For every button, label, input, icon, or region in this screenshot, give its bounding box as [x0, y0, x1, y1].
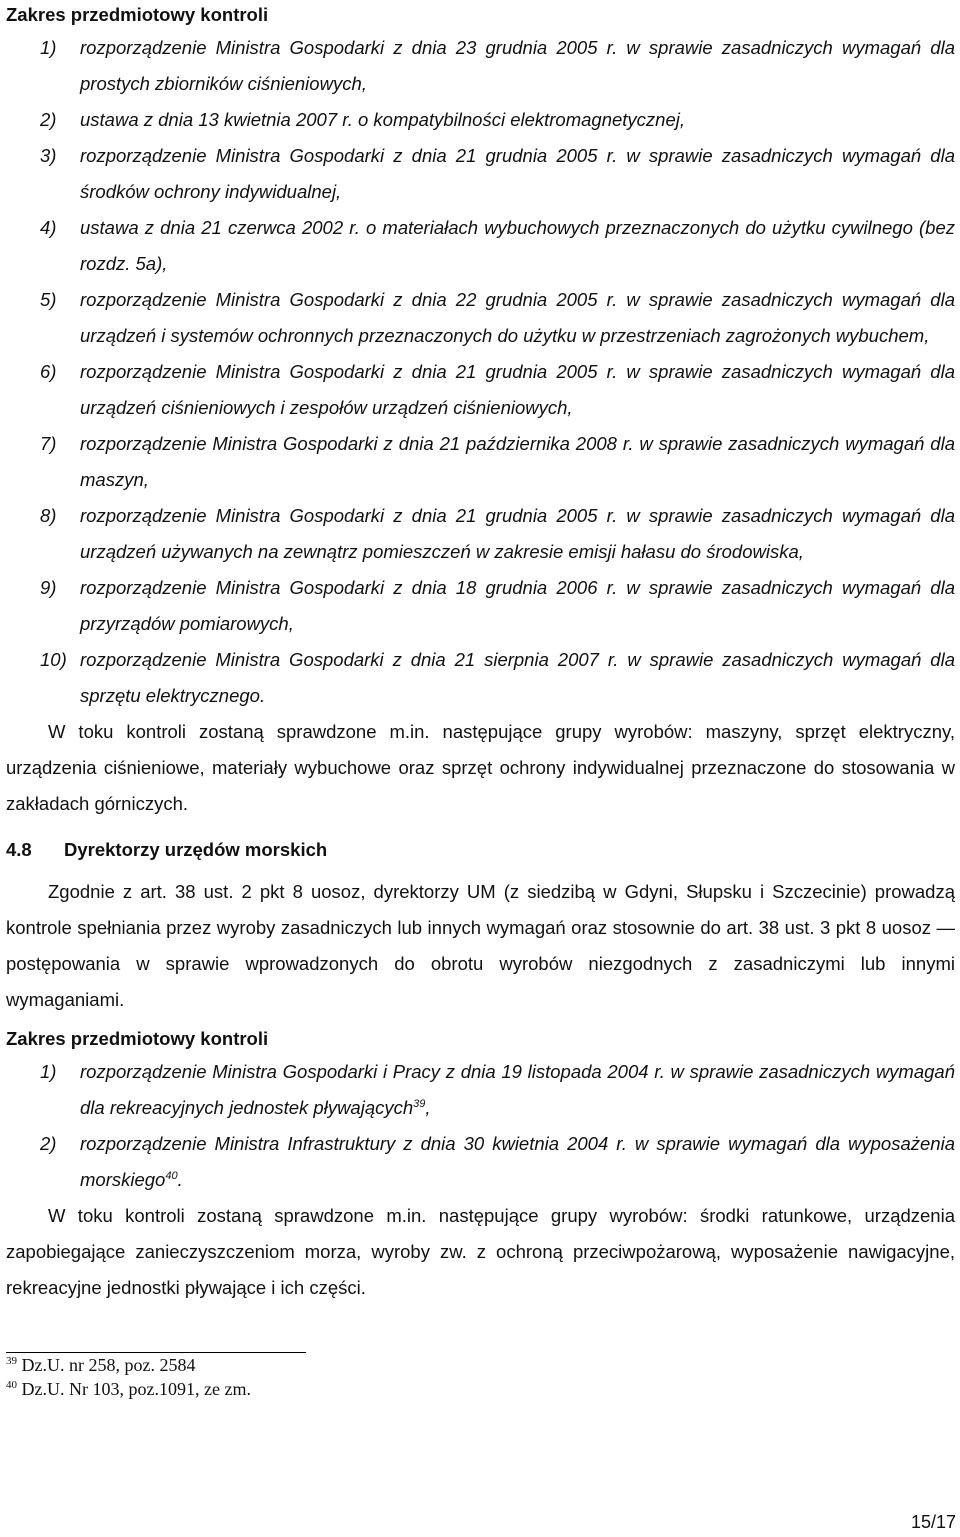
footnote-ref: 39: [413, 1097, 426, 1110]
regulation-list-1: [6, 30, 955, 714]
section-number: 4.8: [6, 839, 32, 860]
regulation-list-2: [6, 1054, 955, 1198]
list-item: 2) ustawa z dnia 13 kwietnia 2007 r. o kompatybilności elektromagnetycznej,: [40, 109, 685, 130]
section-paragraph: Zgodnie z art. 38 ust. 2 pkt 8 uosoz, dyrektorzy UM (z siedzibą w Gdyni, Słupsku i Szczecinie) prowadzą kontrole spełniania przez wyroby zasadniczych lub innych wymagań oraz stosownie do art. 38 ust. 3 pkt 8 uosoz — postępowania w sprawie wprowadzonych do obrotu wyrobów niezgodnych z zasadniczymi lub innymi wymaganiami.: [6, 881, 955, 1010]
scope-heading-1: Zakres przedmiotowy kontroli: [6, 4, 269, 25]
list-item: 10) rozporządzenie Ministra Gospodarki z dnia 21 sierpnia 2007 r. w sprawie zasadniczych wymagań dla sprzętu elektrycznego.: [40, 649, 955, 706]
inspection-paragraph-2: W toku kontroli zostaną sprawdzone m.in. następujące grupy wyrobów: środki ratunkowe, urządzenia zapobiegające zanieczyszczeniom morza, wyroby zw. z ochroną przeciwpożarową, wyposażenie nawigacyjne, rekreacyjne jednostki pływające i ich części.: [6, 1205, 955, 1298]
footnote: $^{39}$ Dz.U. nr 258, poz. 2584: [6, 1355, 196, 1375]
list-item: 3) rozporządzenie Ministra Gospodarki z dnia 21 grudnia 2005 r. w sprawie zasadniczych wymagań dla środków ochrony indywidualnej,: [40, 145, 955, 202]
list-item: 4) ustawa z dnia 21 czerwca 2002 r. o materiałach wybuchowych przeznaczonych do użytku cywilnego (bez rozdz. 5a),: [40, 217, 955, 274]
scope-heading-2: Zakres przedmiotowy kontroli: [6, 1028, 269, 1049]
section-title: Dyrektorzy urzędów morskich: [64, 839, 328, 860]
section-heading: [6, 830, 955, 870]
list-item: 1) rozporządzenie Ministra Gospodarki i Pracy z dnia 19 listopada 2004 r. w sprawie zasadniczych wymagań dla rekreacyjnych jednostek pływających$^{39}$,: [40, 1061, 955, 1118]
footnote-ref: 40: [165, 1169, 178, 1182]
list-item: 1) rozporządzenie Ministra Gospodarki z dnia 23 grudnia 2005 r. w sprawie zasadniczych wymagań dla prostych zbiorników ciśnieniowych,: [40, 37, 955, 94]
list-item: 5) rozporządzenie Ministra Gospodarki z dnia 22 grudnia 2005 r. w sprawie zasadniczych wymagań dla urządzeń i systemów ochronnych przeznaczonych do użytku w przestrzeniach zagrożonych wybuchem,: [40, 289, 955, 346]
list-item: 6) rozporządzenie Ministra Gospodarki z dnia 21 grudnia 2005 r. w sprawie zasadniczych wymagań dla urządzeń ciśnieniowych i zespołów urządzeń ciśnieniowych,: [40, 361, 955, 418]
inspection-paragraph-1: W toku kontroli zostaną sprawdzone m.in. następujące grupy wyrobów: maszyny, sprzęt elektryczny, urządzenia ciśnieniowe, materiały wybuchowe oraz sprzęt ochrony indywidualnej przeznaczone do stosowania w zakładach górniczych.: [6, 721, 955, 814]
document-page: [6, 0, 955, 1401]
page-number: 15/17: [910, 1512, 956, 1532]
list-item: 2) rozporządzenie Ministra Infrastruktury z dnia 30 kwietnia 2004 r. w sprawie wymagań dla wyposażenia morskiego$^{40}$.: [40, 1133, 955, 1190]
list-item: 8) rozporządzenie Ministra Gospodarki z dnia 21 grudnia 2005 r. w sprawie zasadniczych wymagań dla urządzeń używanych na zewnątrz pomieszczeń w zakresie emisji hałasu do środowiska,: [40, 505, 955, 562]
list-item: 7) rozporządzenie Ministra Gospodarki z dnia 21 października 2008 r. w sprawie zasadniczych wymagań dla maszyn,: [40, 433, 955, 490]
footnote: $^{40}$ Dz.U. Nr 103, poz.1091, ze zm.: [6, 1379, 251, 1399]
list-item: 9) rozporządzenie Ministra Gospodarki z dnia 18 grudnia 2006 r. w sprawie zasadniczych wymagań dla przyrządów pomiarowych,: [40, 577, 955, 634]
